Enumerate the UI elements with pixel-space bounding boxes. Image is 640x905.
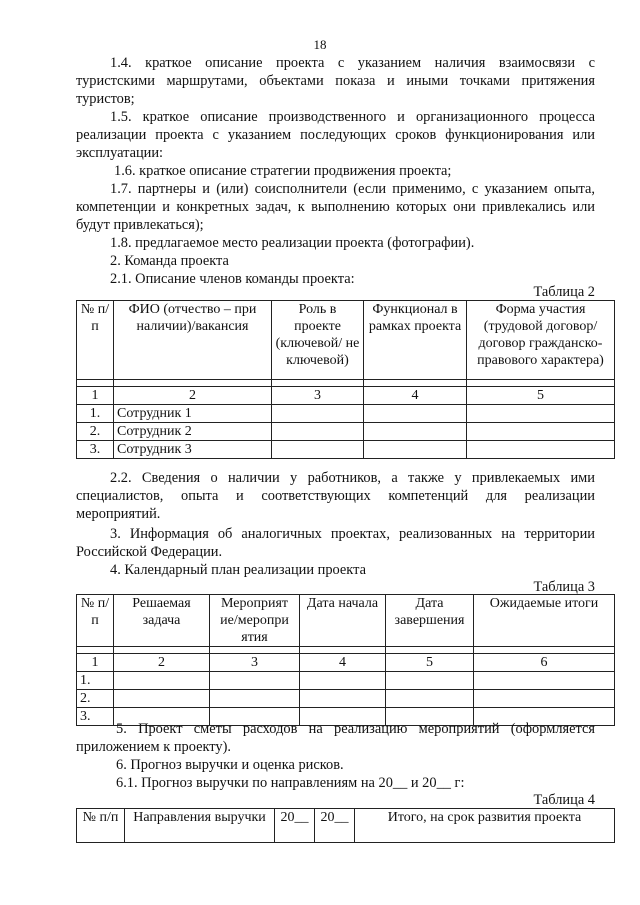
item-1-7-line3: будут привлекаться); — [76, 217, 204, 233]
table-row — [77, 423, 615, 441]
item-1-5-line3: эксплуатации: — [76, 145, 164, 161]
col-num-4: 4 — [300, 654, 386, 672]
item-5-line2: приложением к проекту). — [76, 739, 231, 755]
cell-empty — [114, 672, 210, 690]
col-num-3: 3 — [272, 387, 364, 405]
header-num: № п/п — [77, 595, 114, 647]
header-year-1: 20__ — [275, 809, 315, 843]
header-task: Решаемая задача — [114, 595, 210, 647]
header-expected-results: Ожидаемые итоги — [474, 595, 615, 647]
header-fio: ФИО (отчество – при наличии)/вакансия — [114, 301, 272, 380]
table-row — [77, 405, 615, 423]
item-2-2-line2: специалистов, опыта и соответствующих компетенций для реализации — [76, 488, 595, 504]
col-num-1: 1 — [77, 654, 114, 672]
team-table — [76, 300, 615, 459]
table3-caption: Таблица 3 — [533, 579, 595, 595]
cell-empty — [300, 672, 386, 690]
calendar-table — [76, 594, 615, 726]
item-1-5-line2: реализации проекта с указанием последующих сроков функционирования или — [76, 127, 595, 143]
item-4: 4. Календарный план реализации проекта — [110, 562, 366, 578]
header-start-date: Дата начала — [300, 595, 386, 647]
cell-empty — [210, 672, 300, 690]
header-year-2: 20__ — [315, 809, 355, 843]
table-header-row — [77, 301, 615, 380]
item-6-1: 6.1. Прогноз выручки по направлениям на 20__ и 20__ г: — [116, 775, 465, 791]
item-6: 6. Прогноз выручки и оценка рисков. — [116, 757, 344, 773]
col-num-5: 5 — [467, 387, 615, 405]
page-number: 18 — [313, 37, 327, 52]
table-header-row — [77, 809, 615, 843]
header-direction: Направления выручки — [125, 809, 275, 843]
item-2-2-line1: 2.2. Сведения о наличии у работников, а также у привлекаемых ими — [110, 470, 595, 486]
cell-empty — [386, 690, 474, 708]
item-2-2-line3: мероприятий. — [76, 506, 161, 522]
row-num: 3. — [77, 708, 114, 726]
cell-empty — [114, 690, 210, 708]
col-num-5: 5 — [386, 654, 474, 672]
item-2-1: 2.1. Описание членов команды проекта: — [110, 271, 355, 287]
header-event: Мероприят ие/меропри ятия — [210, 595, 300, 647]
item-1-6: 1.6. краткое описание стратегии продвижения проекта; — [114, 163, 452, 179]
table-header-row — [77, 595, 615, 647]
header-end-date: Дата завершения — [386, 595, 474, 647]
cell-empty — [364, 441, 467, 459]
table-row — [77, 441, 615, 459]
item-1-4-line3: туристов; — [76, 91, 135, 107]
cell-empty — [474, 690, 615, 708]
header-num: № п/п — [77, 809, 125, 843]
header-num: № п/п — [77, 301, 114, 380]
col-num-1: 1 — [77, 387, 114, 405]
table-number-row — [77, 654, 615, 672]
col-num-6: 6 — [474, 654, 615, 672]
row-name: Сотрудник 3 — [114, 441, 272, 459]
cell-empty — [467, 441, 615, 459]
col-num-3: 3 — [210, 654, 300, 672]
table-gap-row — [77, 647, 615, 654]
table-number-row — [77, 387, 615, 405]
row-num: 2. — [77, 690, 114, 708]
col-num-2: 2 — [114, 654, 210, 672]
item-1-4-line1: 1.4. краткое описание проекта с указанием наличия взаимосвязи с — [110, 55, 595, 71]
cell-empty — [364, 423, 467, 441]
cell-empty — [210, 690, 300, 708]
col-num-2: 2 — [114, 387, 272, 405]
item-1-5-line1: 1.5. краткое описание производственного и организационного процесса — [110, 109, 595, 125]
cell-empty — [474, 672, 615, 690]
item-1-4-line2: туристскими маршрутами, объектами показа и иными точками притяжения — [76, 73, 595, 89]
table-row — [77, 672, 615, 690]
header-form: Форма участия (трудовой договор/договор гражданско-правового характера) — [467, 301, 615, 380]
cell-empty — [272, 423, 364, 441]
header-total: Итого, на срок развития проекта — [355, 809, 615, 843]
item-2: 2. Команда проекта — [110, 253, 229, 269]
cell-empty — [386, 672, 474, 690]
item-3-line2: Российской Федерации. — [76, 544, 223, 560]
row-num: 1. — [77, 672, 114, 690]
row-num: 1. — [77, 405, 114, 423]
row-name: Сотрудник 1 — [114, 405, 272, 423]
table2-caption: Таблица 2 — [533, 284, 595, 300]
item-5-line1: 5. Проект сметы расходов на реализацию мероприятий (оформляется — [116, 721, 595, 737]
header-role: Роль в проекте (ключевой/ не ключевой) — [272, 301, 364, 380]
item-3-line1: 3. Информация об аналогичных проектах, реализованных на территории — [110, 526, 595, 542]
table-gap-row — [77, 380, 615, 387]
table-row — [77, 690, 615, 708]
row-name: Сотрудник 2 — [114, 423, 272, 441]
cell-empty — [272, 405, 364, 423]
header-function: Функционал в рамках проекта — [364, 301, 467, 380]
row-num: 3. — [77, 441, 114, 459]
table4-caption: Таблица 4 — [533, 792, 595, 808]
cell-empty — [364, 405, 467, 423]
item-1-7-line2: компетенции и конкретных задач, к выполнению которых они привлекались или — [76, 199, 595, 215]
item-1-7-line1: 1.7. партнеры и (или) соисполнители (если применимо, с указанием опыта, — [110, 181, 595, 197]
col-num-4: 4 — [364, 387, 467, 405]
item-1-8: 1.8. предлагаемое место реализации проекта (фотографии). — [110, 235, 475, 251]
cell-empty — [467, 405, 615, 423]
cell-empty — [467, 423, 615, 441]
cell-empty — [300, 690, 386, 708]
row-num: 2. — [77, 423, 114, 441]
cell-empty — [272, 441, 364, 459]
revenue-table — [76, 808, 615, 843]
